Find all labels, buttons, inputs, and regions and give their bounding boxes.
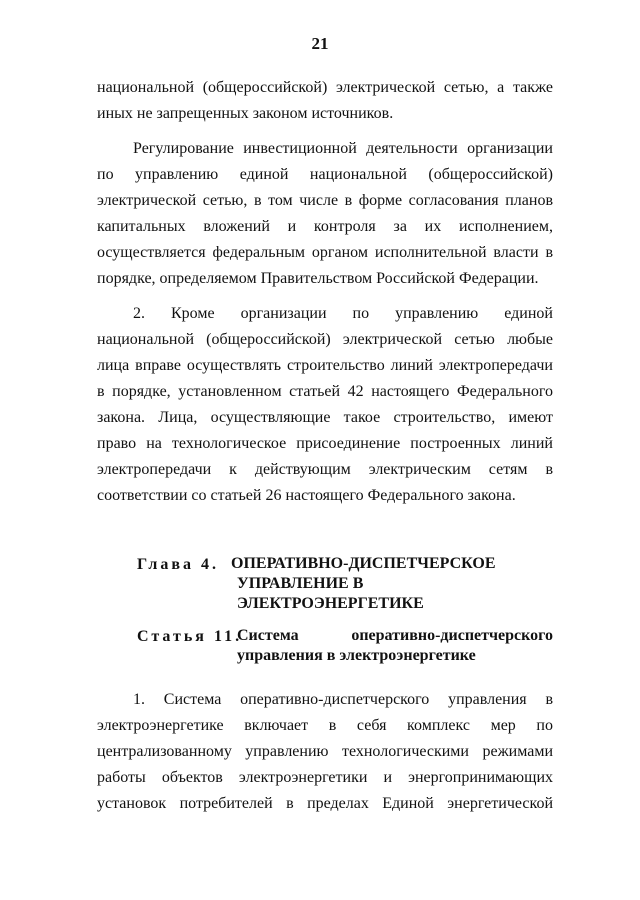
text-line: иных не запрещенных законом источников.	[97, 105, 394, 122]
article-label: Статья 11.	[137, 628, 243, 645]
text-line: в порядке, установленном статьей 42 настоящего Федерального	[97, 383, 553, 400]
text-line: электропередачи к действующим электрическим сетям в	[97, 461, 553, 478]
chapter-title-line: УПРАВЛЕНИЕ В	[237, 575, 364, 592]
text-line: закона. Лица, осуществляющие такое строительство, имеют	[97, 409, 553, 426]
page-number: 21	[311, 34, 329, 53]
text-line: работы объектов электроэнергетики и энергопринимающих	[97, 769, 553, 786]
text-line: национальной (общероссийской) электрической сетью любые	[97, 331, 553, 348]
chapter-title-line: ЭЛЕКТРОЭНЕРГЕТИКЕ	[237, 595, 424, 612]
text-line: 2. Кроме организации по управлению единой	[133, 305, 553, 322]
text-line: соответствии со статьей 26 настоящего Федерального закона.	[97, 487, 516, 504]
article-title-line: Система оперативно-диспетчерского	[237, 627, 553, 644]
text-line: право на технологическое присоединение построенных линий	[97, 435, 553, 452]
text-line: капитальных вложений и контроля за их исполнением,	[97, 218, 553, 235]
text-line: электрической сетью, в том числе в форме согласования планов	[97, 192, 553, 209]
text-line: электроэнергетике включает в себя комплекс мер по	[97, 717, 553, 734]
text-line: Регулирование инвестиционной деятельности организации	[133, 140, 553, 157]
chapter-label: Глава 4.	[137, 556, 219, 573]
text-line: осуществляется федеральным органом исполнительной власти в	[97, 244, 553, 261]
text-line: установок потребителей в пределах Единой энергетической	[97, 795, 553, 812]
text-line: лица вправе осуществлять строительство линий электропередачи	[97, 357, 553, 374]
text-line: централизованному управлению технологическими режимами	[97, 743, 553, 760]
article-title-line: управления в электроэнергетике	[237, 647, 476, 664]
text-line: 1. Система оперативно-диспетчерского управления в	[133, 691, 553, 708]
text-line: порядке, определяемом Правительством Российской Федерации.	[97, 270, 539, 287]
chapter-title-line: ОПЕРАТИВНО-ДИСПЕТЧЕРСКОЕ	[231, 555, 496, 572]
text-line: национальной (общероссийской) электрической сетью, а также	[97, 79, 553, 96]
text-line: по управлению единой национальной (общероссийской)	[97, 166, 553, 183]
